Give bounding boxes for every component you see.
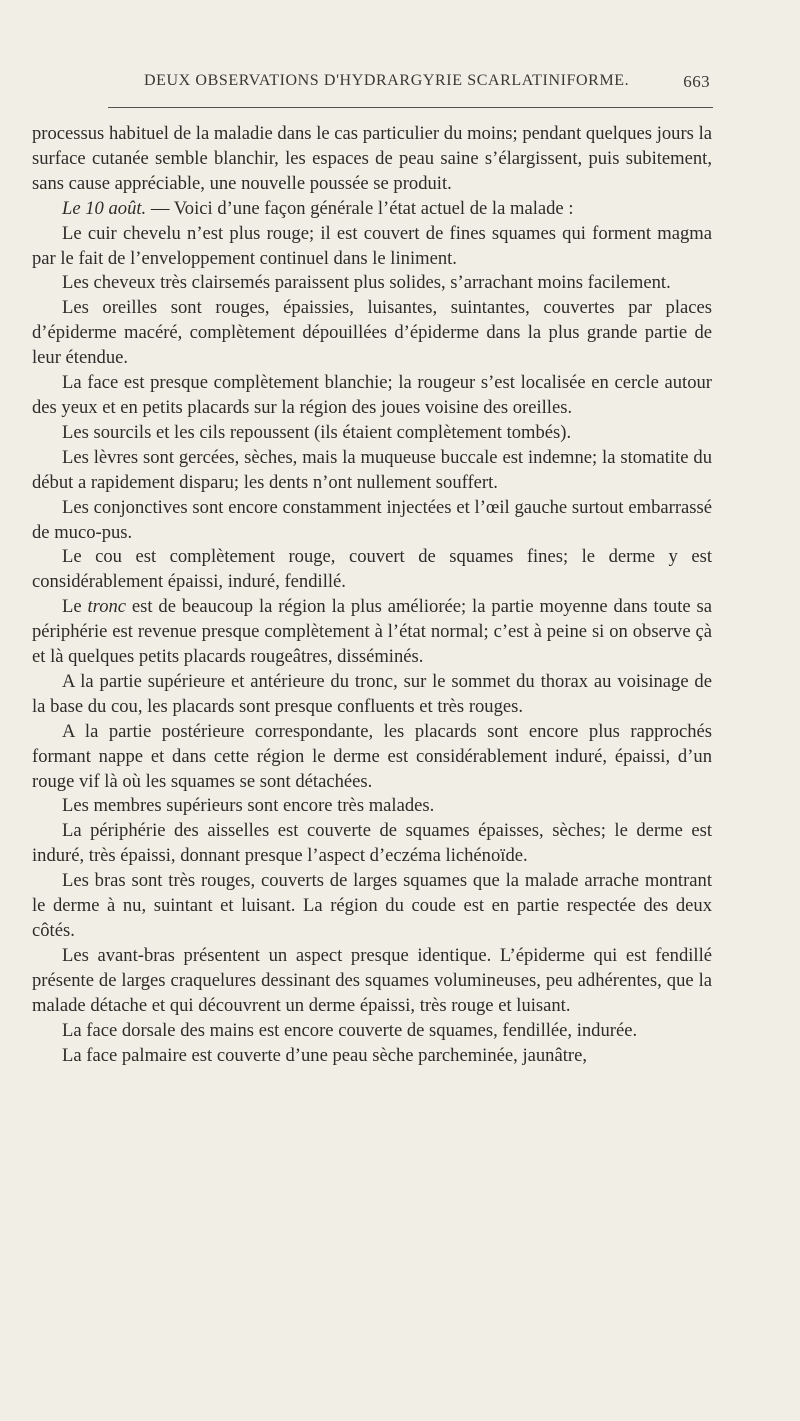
paragraph-text: A la partie supérieure et antérieure du tronc, sur le sommet du thorax au voisinage de la base du cou, les placards sont presque confluents et très rouges. (32, 670, 712, 717)
paragraph-text: La face dorsale des mains est encore couverte de squames, fendillée, indurée. (62, 1019, 638, 1041)
page-header (108, 72, 710, 102)
paragraph-text: Les membres supérieurs sont encore très malades. (62, 795, 435, 817)
body-text (32, 122, 712, 1068)
date-heading: Le 10 août. (62, 197, 147, 219)
paragraph-text: A la partie postérieure correspondante, les placards sont encore plus rapprochés formant nappe et dans cette région le derme est considérablement induré, épaissi, d’un rouge vif là où les squames se sont détachées. (32, 720, 712, 792)
paragraph-text: Le cou est complètement rouge, couvert de squames fines; le derme y est considérablement épaissi, induré, fendillé. (32, 546, 712, 593)
header-rule (108, 107, 713, 108)
paragraph-text: La périphérie des aisselles est couverte de squames épaisses, sèches; le derme est induré, très épaissi, donnant presque l’aspect d’eczéma lichénoïde. (32, 820, 712, 867)
paragraph (32, 869, 712, 944)
paragraph-text: Les avant-bras présentent un aspect presque identique. L’épiderme qui est fendillé présente de larges craquelures dessinant des squames volumineuses, peu adhérentes, que la malade détache et qui découvrent un derme épaissi, très rouge et luisant. (32, 944, 712, 1016)
paragraph (32, 1044, 712, 1069)
paragraph (32, 545, 712, 595)
paragraph (32, 944, 712, 1019)
paragraph (32, 819, 712, 869)
emphasized-term: tronc (87, 596, 127, 618)
paragraph-text: — Voici d’une façon générale l’état actuel de la malade : (146, 197, 574, 219)
running-title: DEUX OBSERVATIONS D'HYDRARGYRIE SCARLATINIFORME. (144, 72, 630, 89)
paragraph (32, 222, 712, 272)
paragraph (32, 496, 712, 546)
paragraph (32, 421, 712, 446)
paragraph (32, 1019, 712, 1044)
paragraph-text: est de beaucoup la région la plus améliorée; la partie moyenne dans toute sa périphérie est revenue presque complètement à l’état normal; c’est à peine si on observe çà et là quelques petits placards rougeâtres, disséminés. (32, 596, 712, 668)
paragraph (32, 720, 712, 795)
paragraph-text: Les lèvres sont gercées, sèches, mais la muqueuse buccale est indemne; la stomatite du début a rapidement disparu; les dents n’ont nullement souffert. (32, 446, 712, 493)
paragraph (32, 794, 712, 819)
paragraph (32, 296, 712, 371)
paragraph-text: Les sourcils et les cils repoussent (ils étaient complètement tombés). (62, 421, 572, 443)
paragraph (32, 122, 712, 197)
paragraph (32, 595, 712, 670)
paragraph-text: La face palmaire est couverte d’une peau sèche parcheminée, jaunâtre, (62, 1044, 587, 1066)
paragraph-text: Les cheveux très clairsemés paraissent plus solides, s’arrachant moins facilement. (62, 272, 671, 294)
paragraph-text: processus habituel de la maladie dans le cas particulier du moins; pendant quelques jours la surface cutanée semble blanchir, les espaces de peau saine s’élargissent, puis subitement, sans cause appréciable, une nouvelle poussée se produit. (32, 123, 712, 194)
paragraph (32, 670, 712, 720)
paragraph (32, 371, 712, 421)
paragraph-text: Le cuir chevelu n’est plus rouge; il est couvert de fines squames qui forment magma par le fait de l’enveloppement continuel dans le liniment. (32, 222, 712, 269)
paragraph (32, 271, 712, 296)
paragraph-text: Les bras sont très rouges, couverts de larges squames que la malade arrache montrant le derme à nu, suintant et luisant. La région du coude est en partie respectée des deux côtés. (32, 870, 712, 941)
paragraph (32, 446, 712, 496)
page-number: 663 (683, 72, 710, 91)
paragraph (32, 197, 712, 222)
paragraph-text: Les conjonctives sont encore constamment injectées et l’œil gauche surtout embarrassé de muco-pus. (32, 496, 712, 543)
paragraph-text: Les oreilles sont rouges, épaissies, luisantes, suintantes, couvertes par places d’épiderme macéré, complètement dépouillées d’épiderme dans la plus grande partie de leur étendue. (32, 297, 712, 369)
paragraph-prefix: Le (62, 596, 88, 618)
paragraph-text: La face est presque complètement blanchie; la rougeur s’est localisée en cercle autour des yeux et en petits placards sur la région des joues voisine des oreilles. (32, 372, 712, 418)
